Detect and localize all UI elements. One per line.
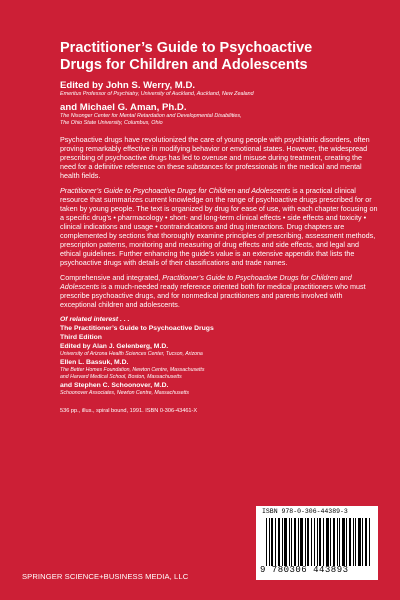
barcode-number: 9 780306 443893 [260, 565, 349, 575]
cover-content [60, 40, 378, 415]
related-editor-2: Ellen L. Bassuk, M.D. [60, 359, 129, 366]
related-editor-2-affiliation-2: and Harvard Medical School, Boston, Massachusetts [60, 374, 182, 380]
paragraph-3-start: Comprehensive and integrated, [60, 273, 163, 282]
editor-1-affiliation: Emeritus Professor of Psychiatry, University of Auckland, Auckland, New Zealand [60, 91, 254, 97]
paragraph-2-text: is a practical clinical resource that summarizes current knowledge on the range of psychoactive drugs prescribed for or taken by young people. The text is organized by drug for ease of use, with each chapter focusing on a specific drug’s • pharmacology • short- and long-term clinical effects • side effects and toxicity • clinical indications and usage • contraindications and drug interactions. Drug chapters are complemented by sections that thoroughly examine principles of prescribing, assessment methods, prescription patterns, monitoring and measuring of drug effects and side effects, and legal and ethical guidelines. Further enhancing the guide’s value is an extensive appendix that lists the psychoactive drugs with details of their classifications and trade names. [60, 186, 378, 267]
publisher-name: SPRINGER SCIENCE+BUSINESS MEDIA, LLC [22, 572, 189, 581]
editor-2-name: and Michael G. Aman, Ph.D. [60, 102, 187, 113]
book-title-inline: Practitioner’s Guide to Psychoactive Drugs for Children and Adolescents [60, 186, 291, 195]
barcode-box [256, 506, 378, 580]
editor-2-affiliation-1: The Nisonger Center for Mental Retardation and Developmental Disabilities, [60, 113, 242, 119]
book-title [60, 40, 378, 74]
related-book-edition: Third Edition [60, 334, 102, 341]
related-editor-1: Edited by Alan J. Gelenberg, M.D. [60, 343, 169, 350]
related-editor-1-affiliation: University of Arizona Health Sciences Center, Tucson, Arizona [60, 351, 203, 357]
paragraph-3-text: is a much-needed ready reference oriented both for medical practitioners who must prescribe psychoactive drugs, and for nonmedical practitioners and parents involved with exceptional children and adolescents. [60, 282, 366, 309]
description-paragraph-2 [60, 186, 378, 267]
editor-2-affiliation-2: The Ohio State University, Columbus, Ohio [60, 120, 163, 126]
editor-1-name: Edited by John S. Werry, M.D. [60, 80, 196, 91]
related-editor-3: and Stephen C. Schoonover, M.D. [60, 382, 169, 389]
barcode-bars [266, 518, 370, 566]
related-interest-heading: Of related interest . . . [60, 316, 130, 323]
description-paragraph-1: Psychoactive drugs have revolutionized the care of young people with psychiatric disorders, often proving remarkably effective in modifying behavior or emotional states. However, the widespread prescribing of psychoactive drugs has led to overuse and misuse during treatment, creating the need for a definitive reference on these substances for professionals in the medical and mental health fields. [60, 135, 370, 180]
publication-info: 536 pp., illus., spiral bound, 1991. ISBN 0-306-43461-X [60, 408, 198, 414]
title-line-1: Practitioner’s Guide to Psychoactive [60, 40, 313, 56]
title-line-2: Drugs for Children and Adolescents [60, 57, 308, 73]
isbn-label: ISBN 978-0-306-44389-3 [262, 508, 348, 515]
book-title-inline-2: Practitioner’s Guide to Psychoactive Drugs for Children and Adolescents [60, 273, 352, 291]
description-paragraph-3 [60, 273, 378, 309]
related-editor-3-affiliation: Schoonover Associates, Newton Centre, Massachusetts [60, 390, 189, 396]
related-book-title: The Practitioner’s Guide to Psychoactive Drugs [60, 325, 214, 332]
related-editor-2-affiliation-1: The Better Homes Foundation, Newton Centre, Massachusetts [60, 367, 205, 373]
